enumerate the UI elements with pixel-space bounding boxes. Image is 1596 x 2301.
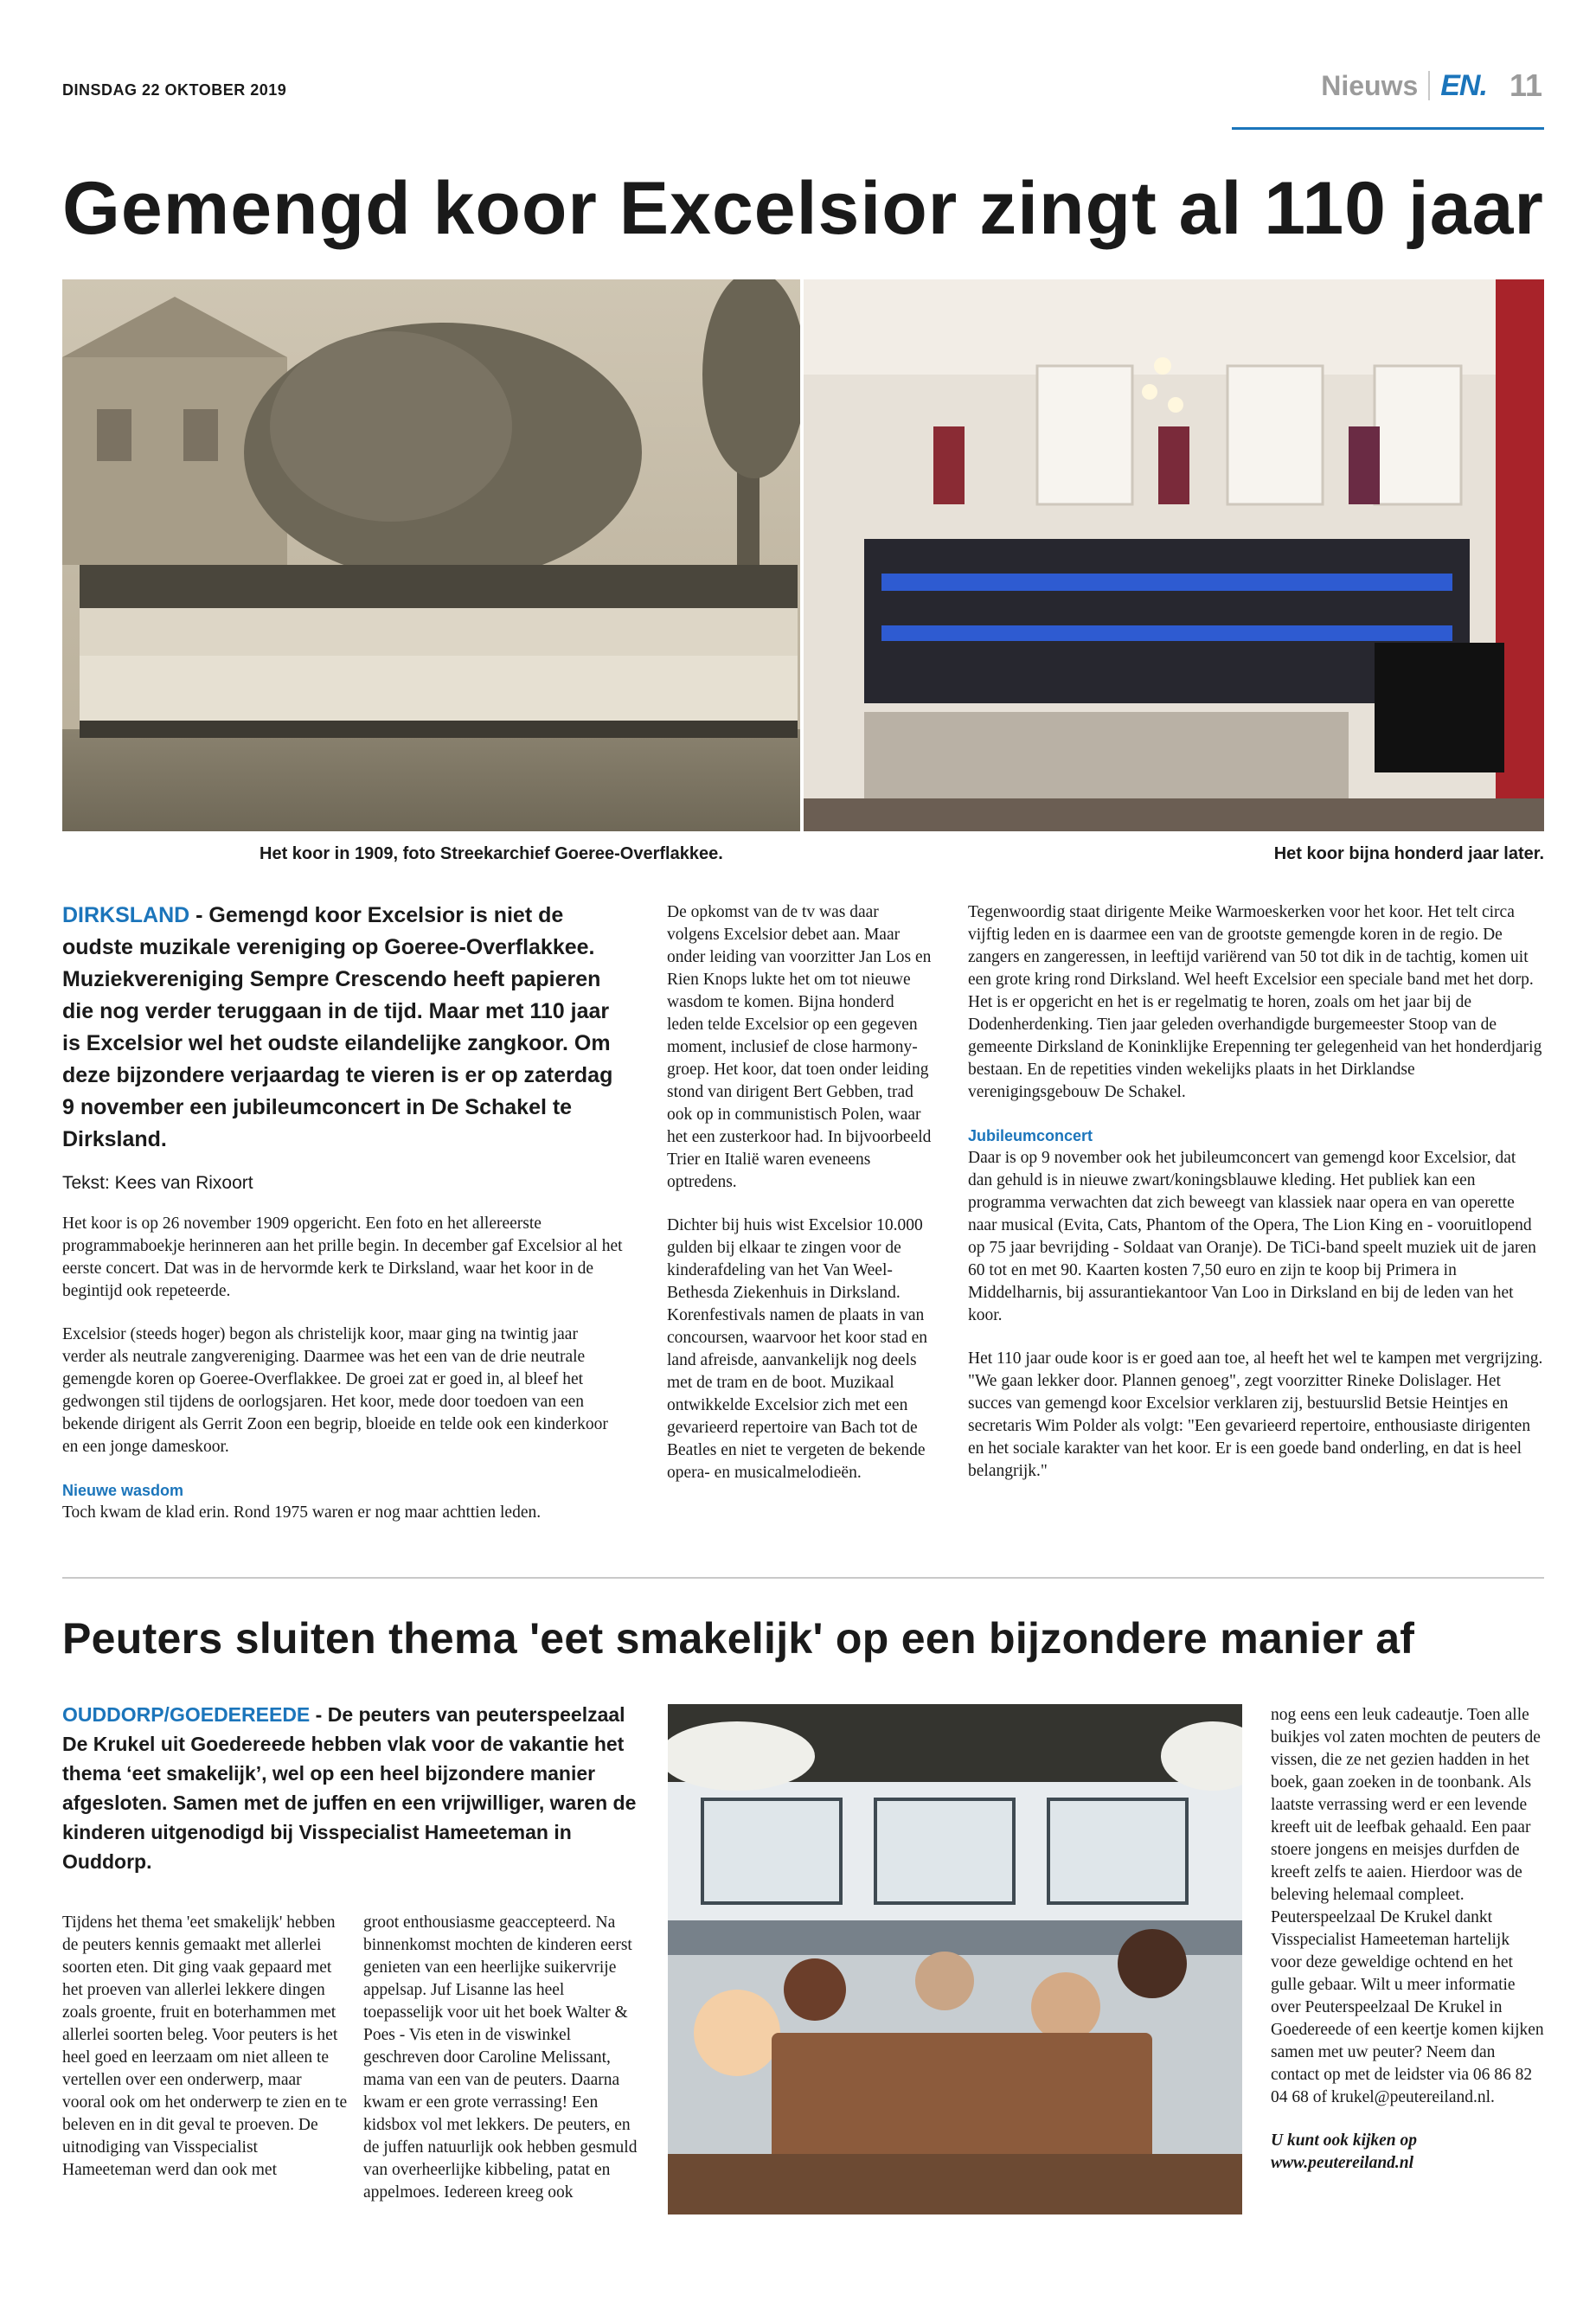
signoff-website: www.peutereiland.nl xyxy=(1271,2154,1414,2172)
paragraph: Het koor is op 26 november 1909 opgericht. Een foto en het allereerste programmaboekje herinneren aan het prille begin. In december gaf Excelsior al het eerste concert. Dat was in de hervormde kerk te Dirksland, waar het koor in de begintijd ook repeteerde. xyxy=(62,1215,623,1300)
article1-column-1 xyxy=(62,900,623,1545)
peuters-illustration xyxy=(668,1704,1242,2214)
paragraph: Dichter bij huis wist Excelsior 10.000 gulden bij elkaar te zingen voor de kinderafdeling van het Van Weel-Bethesda Ziekenhuis in Dirksland. Korenfestivals namen de plaats in van concoursen, waarvoor het koor stad en land afreisde, aanvankelijk nog deels met de tram en de boot. Muzikaal ontwikkelde Excelsior zich met een gevarieerd repertoire van Bach tot de Beatles en niet te vergeten de bekende opera- en musicalmelodieën. xyxy=(667,1216,928,1482)
paragraph: groot enthousiasme geaccepteerd. Na binnenkomst mochten de kinderen eerst genieten van een heerlijke suikervrije appelsap. Juf Lisanne las heel toepasselijk voor uit het boek Walter & Poes - Vis eten in de viswinkel geschreven door Caroline Melissant, mama van een van de peuters. Daarna kwam er een grote verrassing! Een kidsbox vol met lekkers. De peuters, en de juffen natuurlijk ook hebben gesmuld van overheerlijke kibbeling, patat en appelmoes. Iedereen kreeg ook xyxy=(363,1913,638,2202)
lead-text: - De peuters van peuterspeelzaal De Krukel uit Goedereede hebben vlak voor de vakantie het thema ‘eet smakelijk’, wel op een heel bijzondere manier afgesloten. Samen met de juffen en een vrijwilliger, waren de kinderen uitgenodigd bij Visspecialist Hameeteman in Ouddorp. xyxy=(62,1703,637,1873)
page-number: 11 xyxy=(1509,67,1542,103)
lead-text: - Gemengd koor Excelsior is niet de oudste muzikale vereniging op Goeree-Overflakkee. Muziekvereniging Sempre Crescendo heeft papieren die nog verder teruggaan in de tijd. Maar met 110 jaar is Excelsior wel het oudste eilandelijke zangkoor. Om deze bijzondere verjaardag te vieren is er op zaterdag 9 november een jubileumconcert in De Schakel te Dirksland. xyxy=(62,903,613,1151)
choir-modern-illustration xyxy=(804,279,1544,831)
paragraph: Het 110 jaar oude koor is er goed aan toe, al heeft het wel te kampen met vergrijzing. "We gaan lekker door. Plannen genoeg", zegt voorzitter Rineke Dolislager. Het succes van gemengd koor Excelsior verklaren zij, bestuurslid Betsie Heintjes en secretaris Wim Polder als volgt: "Een gevarieerd repertoire, enthousiaste dirigenten en het sociale karakter van het koor. Er is een goede band onderling, en dat is heel belangrijk." xyxy=(968,1349,1543,1480)
paragraph: Tijdens het thema 'eet smakelijk' hebben de peuters kennis gemaakt met allerlei soorten eten. Dit ging vaak gepaard met het proeven van allerlei lekkere dingen zoals groente, fruit en boterhammen met allerlei soorten beleg. Voor peuters is het heel goed en leerzaam om niet alleen te vertellen over een onderwerp, maar vooral ook om het onderwerp te zien en te beleven en in dit geval te proeven. De uitnodiging van Visspecialist Hameeteman werd dan ook met xyxy=(62,1913,348,2179)
lead-placename: OUDDORP/GOEDEREEDE xyxy=(62,1703,311,1726)
lead-placename: DIRKSLAND xyxy=(62,903,190,927)
article1-body-col3 xyxy=(968,901,1544,1503)
photo-caption-left: Het koor in 1909, foto Streekarchief Goeree-Overflakkee. xyxy=(260,844,723,863)
subheading: Jubileumconcert xyxy=(968,1127,1093,1144)
choir-modern-photo xyxy=(804,279,1544,831)
article-divider xyxy=(62,1577,1544,1579)
peuters-photo xyxy=(668,1704,1242,2214)
newspaper-logo: EN. xyxy=(1440,68,1487,102)
subheading: Nieuwe wasdom xyxy=(62,1482,184,1499)
header-rule xyxy=(1232,127,1544,130)
paragraph: De opkomst van de tv was daar volgens Excelsior debet aan. Maar onder leiding van voorzitter Jan Los en Rien Knops lukte het om tot nieuwe wasdom te komen. Bijna honderd leden telde Excelsior op een gegeven moment, inclusief de close harmony-groep. Het koor, dat toen onder leiding stond van dirigent Bert Gebben, trad ook op in communistisch Polen, waar het een zusterkoor had. In bijvoorbeeld Trier en Italië waren eveneens optredens. xyxy=(667,903,932,1191)
paragraph: nog eens een leuk cadeautje. Toen alle buikjes vol zaten mochten de peuters de vissen, die ze net gezien hadden in het boek, gaan zoeken in de toonbank. Als laatste verrassing werd er een levende kreeft uit de leefbak gehaald. Een paar stoere jongens en meisjes durfden de kreeft zelfs te aaien. Hierdoor was de beleving helemaal compleet. Peuterspeelzaal De Krukel dankt Visspecialist Hameeteman hartelijk voor deze geweldige ochtend en het gulle gebaar. Wilt u meer informatie over Peuterspeelzaal De Krukel in Goedereede of een keertje komen kijken samen met uw peuter? Neem dan contact op met de leidster via 06 86 82 04 68 of krukel@peutereiland.nl. xyxy=(1271,1706,1544,2106)
choir-1909-illustration xyxy=(62,279,800,831)
paragraph: Tegenwoordig staat dirigente Meike Warmoeskerken voor het koor. Het telt circa vijftig leden en is daarmee een van de grootste gemengde koren in de regio. De zangers en zangeressen, in leeftijd variërend van 50 tot dik in de tachtig, komen uit een grote kring rond Dirksland. Wel heeft Excelsior een speciale band met het dorp. Het is er opgericht en het is er regelmatig te horen, zoals om het jaar bij de Dodenherdenking. Tien jaar geleden overhandigde burgemeester Stoop van de gemeente Dirksland de Koninklijke Erepenning ter gelegenheid van het honderdjarig bestaan. En de repetities vinden wekelijks plaats in het Dirklandse verenigingsgebouw De Schakel. xyxy=(968,903,1542,1101)
article1-body-col1 xyxy=(62,1213,623,1524)
article1-body-col2 xyxy=(667,901,932,1505)
page-header xyxy=(1321,67,1542,104)
issue-date: DINSDAG 22 OKTOBER 2019 xyxy=(62,81,287,99)
article-lead xyxy=(62,900,623,1156)
article-title: Gemengd koor Excelsior zingt al 110 jaar xyxy=(62,167,1544,250)
article2-body-col2 xyxy=(363,1912,640,2225)
photo-caption-right: Het koor bijna honderd jaar later. xyxy=(1273,844,1544,863)
article2-title: Peuters sluiten thema 'eet smakelijk' op een bijzondere manier af xyxy=(62,1614,1415,1663)
signoff-line-1: U kunt ook kijken op xyxy=(1271,2131,1418,2150)
paragraph: Excelsior (steeds hoger) begon als christelijk koor, maar ging na twintig jaar verder als neutrale zangvereniging. Daarmee was het een van de drie neutrale gemengde koren op Goeree-Overflakkee. De groei zat er goed in, al bleef het gedwongen stil tijdens de oorlogsjaren. Het koor, mede door toedoen van een bekende dirigent als Gerrit Zoon een begrip, bloeide en telde ook een kinderkoor en een jonge dameskoor. xyxy=(62,1325,608,1456)
article2-lead xyxy=(62,1700,642,1876)
choir-1909-photo xyxy=(62,279,800,831)
article2-body-col1 xyxy=(62,1912,348,2202)
paragraph: Toch kwam de klad erin. Rond 1975 waren er nog maar achttien leden. xyxy=(62,1503,542,1522)
article2-body-col3 xyxy=(1271,1704,1544,2175)
section-label: Nieuws xyxy=(1321,69,1419,101)
byline: Tekst: Kees van Rixoort xyxy=(62,1173,253,1193)
paragraph: Daar is op 9 november ook het jubileumconcert van gemengd koor Excelsior, dat dan gehuld is in nieuwe zwart/koningsblauwe kleding. Het publiek kan een programma verwachten dat zich beweegt van klassiek naar opera en van operette naar musical (Evita, Cats, Phantom of the Opera, The Lion King en - vooruitlopend op 75 jaar bevrijding - Soldaat van Oranje). De TiCi-band speelt muziek uit de jaren 60 tot en met 90. Kaarten kosten 7,50 euro en zijn te koop bij Primera in Middelharnis, bij assurantiekantoor Van Loo in Dirksland en bij de leden van het koor. xyxy=(968,1149,1536,1324)
header-separator xyxy=(1428,71,1430,100)
